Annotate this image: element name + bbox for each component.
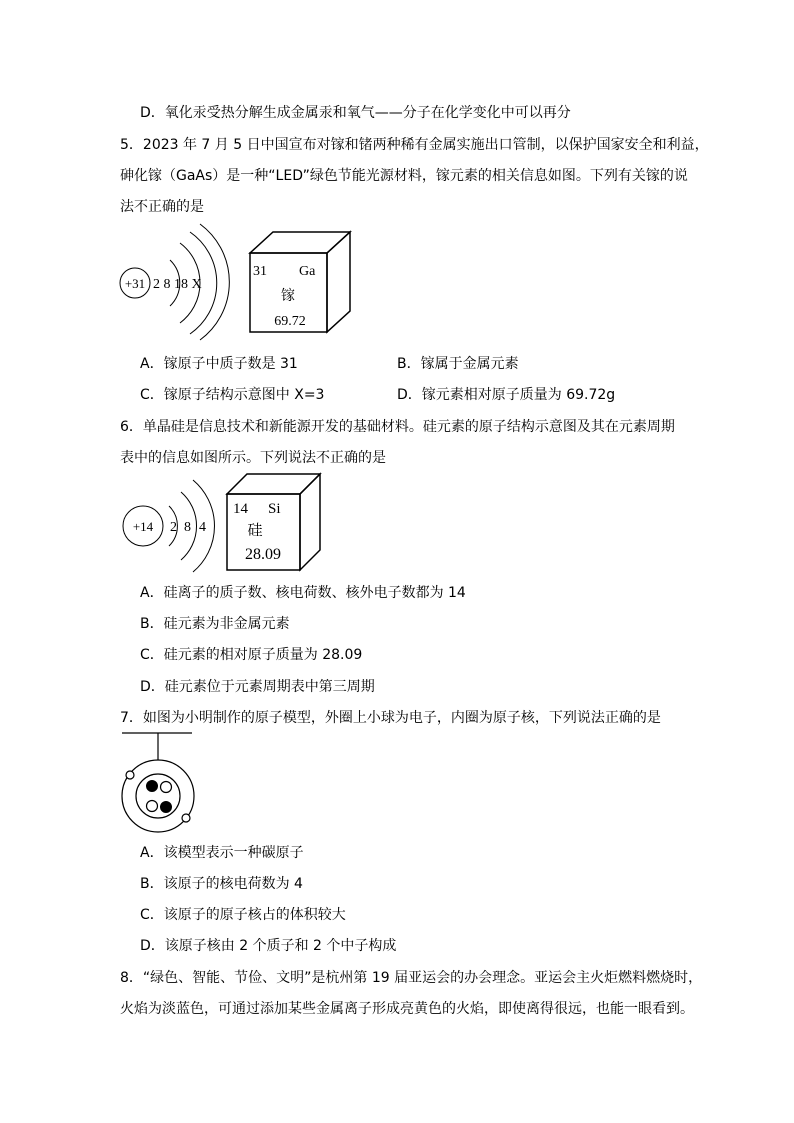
q6-option-d: D．硅元素位于元素周期表中第三周期	[140, 679, 375, 695]
electron	[126, 771, 134, 779]
gallium-atomic-number: 31	[253, 264, 267, 279]
q7-option-b: B．该原子的核电荷数为 4	[140, 876, 303, 892]
q5-option-c: C．镓原子结构示意图中 X=3	[140, 387, 325, 403]
silicon-nucleus-charge: +14	[132, 519, 154, 534]
q5-option-b: B．镓属于金属元素	[397, 356, 519, 372]
silicon-atomic-number: 14	[233, 501, 248, 517]
q6-stem-line2: 表中的信息如图所示。下列说法不正确的是	[120, 450, 386, 466]
silicon-atomic-mass: 28.09	[245, 546, 281, 563]
nucleus-particle-empty	[161, 782, 172, 793]
silicon-shell-2: 8	[184, 520, 191, 535]
atom-model-figure	[118, 730, 198, 835]
gallium-electron-shells: 2 8 18 X	[153, 277, 202, 292]
electron	[182, 814, 190, 822]
q6-stem-line1: 6．单晶硅是信息技术和新能源开发的基础材料。硅元素的原子结构示意图及其在元素周期	[120, 419, 675, 435]
silicon-element-card	[227, 474, 320, 570]
q5-figure	[110, 218, 370, 342]
q7-stem-line1: 7．如图为小明制作的原子模型，外圈上小球为电子，内圈为原子核，下列说法正确的是	[120, 710, 661, 726]
nucleus-particle-filled	[147, 781, 158, 792]
silicon-name: 硅	[247, 523, 263, 539]
gallium-atom-diagram	[120, 224, 229, 340]
q5-option-a: A．镓原子中质子数是 31	[140, 356, 298, 372]
q4-option-d: D．氧化汞受热分解生成金属汞和氧气——分子在化学变化中可以再分	[140, 105, 571, 121]
gallium-nucleus-charge: +31	[124, 276, 146, 291]
silicon-symbol: Si	[268, 501, 281, 517]
q6-option-c: C．硅元素的相对原子质量为 28.09	[140, 647, 363, 663]
q7-option-a: A．该模型表示一种碳原子	[140, 845, 304, 861]
silicon-shell-3: 4	[199, 520, 206, 535]
q6-option-b: B．硅元素为非金属元素	[140, 616, 290, 632]
nucleus-particle-filled	[161, 802, 172, 813]
q6-figure	[115, 470, 335, 575]
q5-option-d: D．镓元素相对原子质量为 69.72g	[397, 387, 616, 403]
gallium-name: 镓	[281, 289, 295, 304]
gallium-element-card	[250, 232, 350, 332]
q6-option-a: A．硅离子的质子数、核电荷数、核外电子数都为 14	[140, 585, 466, 601]
silicon-shell-1: 2	[170, 520, 177, 535]
q8-stem-line1: 8．“绿色、智能、节俭、文明”是杭州第 19 届亚运会的办会理念。亚运会主火炬燃料燃烧时，	[120, 970, 703, 986]
silicon-atom-diagram	[123, 480, 214, 572]
gallium-atomic-mass: 69.72	[274, 314, 306, 329]
q8-stem-line2: 火焰为淡蓝色，可通过添加某些金属离子形成亮黄色的火焰，即使离得很远，也能一眼看到。	[120, 1001, 694, 1017]
nucleus-boundary	[136, 774, 180, 818]
q5-stem-line3: 法不正确的是	[120, 199, 204, 215]
q5-stem-line1: 5．2023 年 7 月 5 日中国宣布对镓和锗两种稀有金属实施出口管制，以保护国家安全和利益，	[120, 137, 709, 153]
q7-option-d: D．该原子核由 2 个质子和 2 个中子构成	[140, 938, 397, 954]
nucleus-particle-empty	[147, 801, 158, 812]
gallium-symbol: Ga	[299, 264, 316, 279]
q7-option-c: C．该原子的原子核占的体积较大	[140, 907, 346, 923]
q5-stem-line2: 砷化镓（GaAs）是一种“LED”绿色节能光源材料，镓元素的相关信息如图。下列有关镓的说	[120, 168, 688, 184]
